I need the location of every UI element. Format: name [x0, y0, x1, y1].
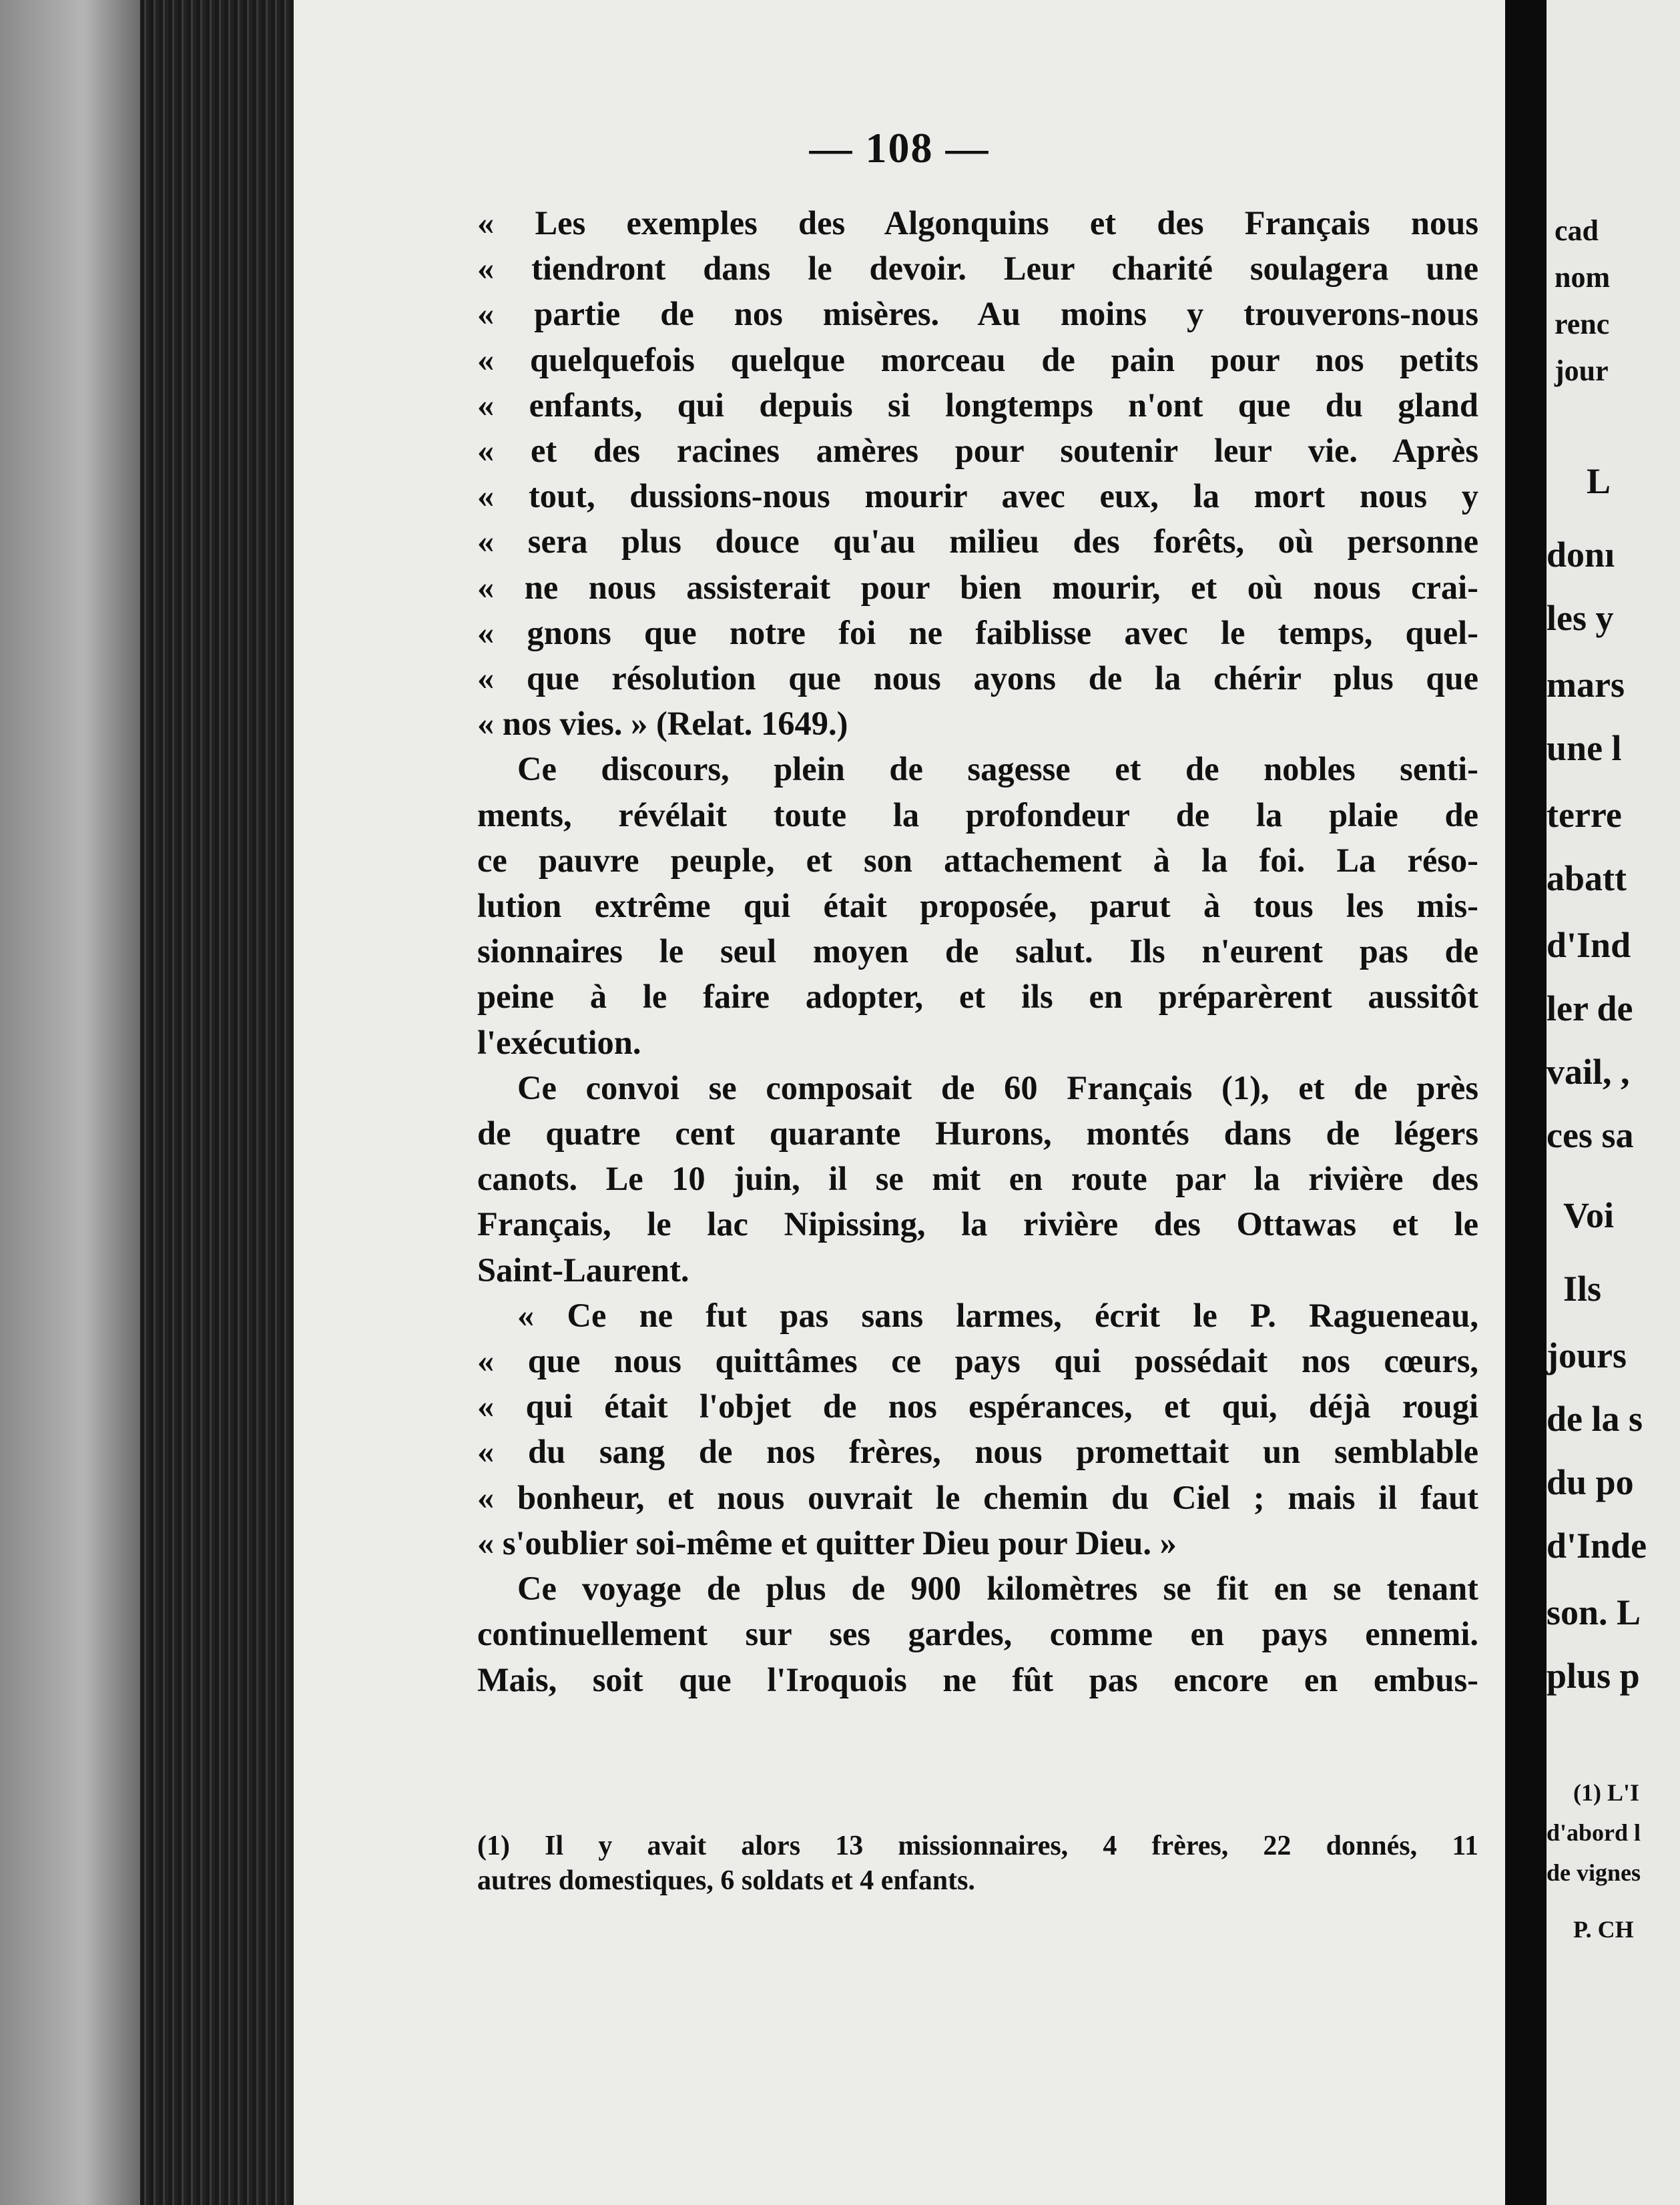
facing-page-text: du po: [1547, 1462, 1634, 1502]
text-line: Saint-Laurent.: [477, 1251, 689, 1289]
text-line: « quelquefois quelque morceau de pain pour nos petits: [477, 340, 1478, 378]
facing-page-text: plus p: [1547, 1656, 1640, 1696]
facing-page-text: d'Inde: [1547, 1526, 1647, 1566]
facing-page-text: jour: [1555, 354, 1609, 387]
text-line: Ce voyage de plus de 900 kilomètres se fit en se tenant: [517, 1570, 1478, 1608]
text-line: « qui était l'objet de nos espérances, et qui, déjà rougi: [477, 1387, 1478, 1426]
facing-page-text: les y: [1547, 598, 1614, 638]
text-line: « Ce ne fut pas sans larmes, écrit le P. Ragueneau,: [517, 1296, 1478, 1334]
text-line: « bonheur, et nous ouvrait le chemin du Ciel ; mais il faut: [477, 1478, 1478, 1516]
facing-page-text: mars: [1547, 665, 1625, 705]
text-line: peine à le faire adopter, et ils en préparèrent aussitôt: [477, 978, 1478, 1016]
text-line: « que résolution que nous ayons de la chérir plus que: [477, 659, 1478, 697]
facing-page-text: abatt: [1547, 858, 1627, 898]
book-page: [294, 0, 1505, 2205]
text-line: « tout, dussions-nous mourir avec eux, la mort nous y: [477, 477, 1478, 515]
facing-page-text: de la s: [1547, 1399, 1643, 1439]
facing-page-footnote: de vignes: [1547, 1859, 1641, 1886]
facing-page-text: Ils: [1563, 1269, 1602, 1309]
text-line: lution extrême qui était proposée, parut à tous les mis-: [477, 887, 1478, 925]
text-line: continuellement sur ses gardes, comme en pays ennemi.: [477, 1615, 1478, 1653]
page-gutter: [1505, 0, 1547, 2205]
text-line: « Les exemples des Algonquins et des Français nous: [477, 204, 1478, 242]
facing-page-text: d'Ind: [1547, 925, 1631, 965]
facing-page-text: donı: [1547, 535, 1615, 575]
facing-page-text: ces sa: [1547, 1115, 1634, 1155]
facing-page-fragment: [1547, 0, 1680, 2205]
page-number: — 108 —: [809, 124, 990, 172]
text-line: canots. Le 10 juin, il se mit en route par la rivière des: [477, 1160, 1478, 1198]
text-line: Ce discours, plein de sagesse et de nobles senti-: [517, 750, 1478, 788]
text-line: « ne nous assisterait pour bien mourir, et où nous crai-: [477, 568, 1478, 606]
text-line: « nos vies. » (Relat. 1649.): [477, 705, 848, 743]
facing-page-text: son. L: [1547, 1592, 1641, 1632]
page-body: [477, 200, 1478, 1702]
facing-page-text: vail, ,: [1547, 1052, 1630, 1092]
facing-page-text: L: [1587, 461, 1611, 501]
facing-page-footnote: (1) L'I: [1573, 1779, 1639, 1806]
text-line: « que nous quittâmes ce pays qui possédait nos cœurs,: [477, 1342, 1478, 1380]
text-line: « sera plus douce qu'au milieu des forêts, où personne: [477, 523, 1478, 561]
text-line: « et des racines amères pour soutenir leur vie. Après: [477, 432, 1478, 470]
text-line: « partie de nos misères. Au moins y trouverons-nous: [477, 295, 1478, 333]
text-line: ce pauvre peuple, et son attachement à la foi. La réso-: [477, 841, 1478, 879]
text-line: « s'oublier soi-même et quitter Dieu pour Dieu. »: [477, 1524, 1177, 1562]
facing-page-text: nom: [1555, 261, 1611, 294]
facing-page-text: cad: [1555, 214, 1599, 247]
facing-page-footnote: d'abord l: [1547, 1819, 1641, 1846]
text-line: ments, révélait toute la profondeur de la plaie de: [477, 796, 1478, 834]
text-line: « tiendront dans le devoir. Leur charité soulagera une: [477, 250, 1478, 288]
text-line: « du sang de nos frères, nous promettait un semblable: [477, 1433, 1478, 1471]
text-line: Français, le lac Nipissing, la rivière des Ottawas et le: [477, 1205, 1478, 1243]
footnote-line: (1) Il y avait alors 13 missionnaires, 4 frères, 22 donnés, 11: [477, 1831, 1478, 1861]
facing-page-footnote: P. CH: [1573, 1916, 1634, 1943]
facing-page-text: Voi: [1563, 1195, 1615, 1235]
text-line: sionnaires le seul moyen de salut. Ils n'eurent pas de: [477, 932, 1478, 970]
text-line: « enfants, qui depuis si longtemps n'ont que du gland: [477, 386, 1478, 424]
footnote: [477, 1829, 1478, 1898]
facing-page-text: jours: [1547, 1335, 1627, 1375]
text-line: Mais, soit que l'Iroquois ne fût pas encore en embus-: [477, 1660, 1478, 1698]
footnote-line: autres domestiques, 6 soldats et 4 enfants.: [477, 1865, 975, 1896]
text-line: l'exécution.: [477, 1023, 641, 1061]
facing-page-text: une l: [1547, 728, 1622, 768]
text-line: « gnons que notre foi ne faiblisse avec le temps, quel-: [477, 613, 1478, 651]
facing-page-text: renc: [1555, 308, 1610, 340]
facing-page-text: ler de: [1547, 988, 1633, 1028]
facing-page-text: terre: [1547, 795, 1622, 835]
book-spine: [0, 0, 140, 2205]
text-line: Ce convoi se composait de 60 Français (1), et de près: [517, 1068, 1478, 1107]
text-line: de quatre cent quarante Hurons, montés dans de légers: [477, 1115, 1478, 1153]
